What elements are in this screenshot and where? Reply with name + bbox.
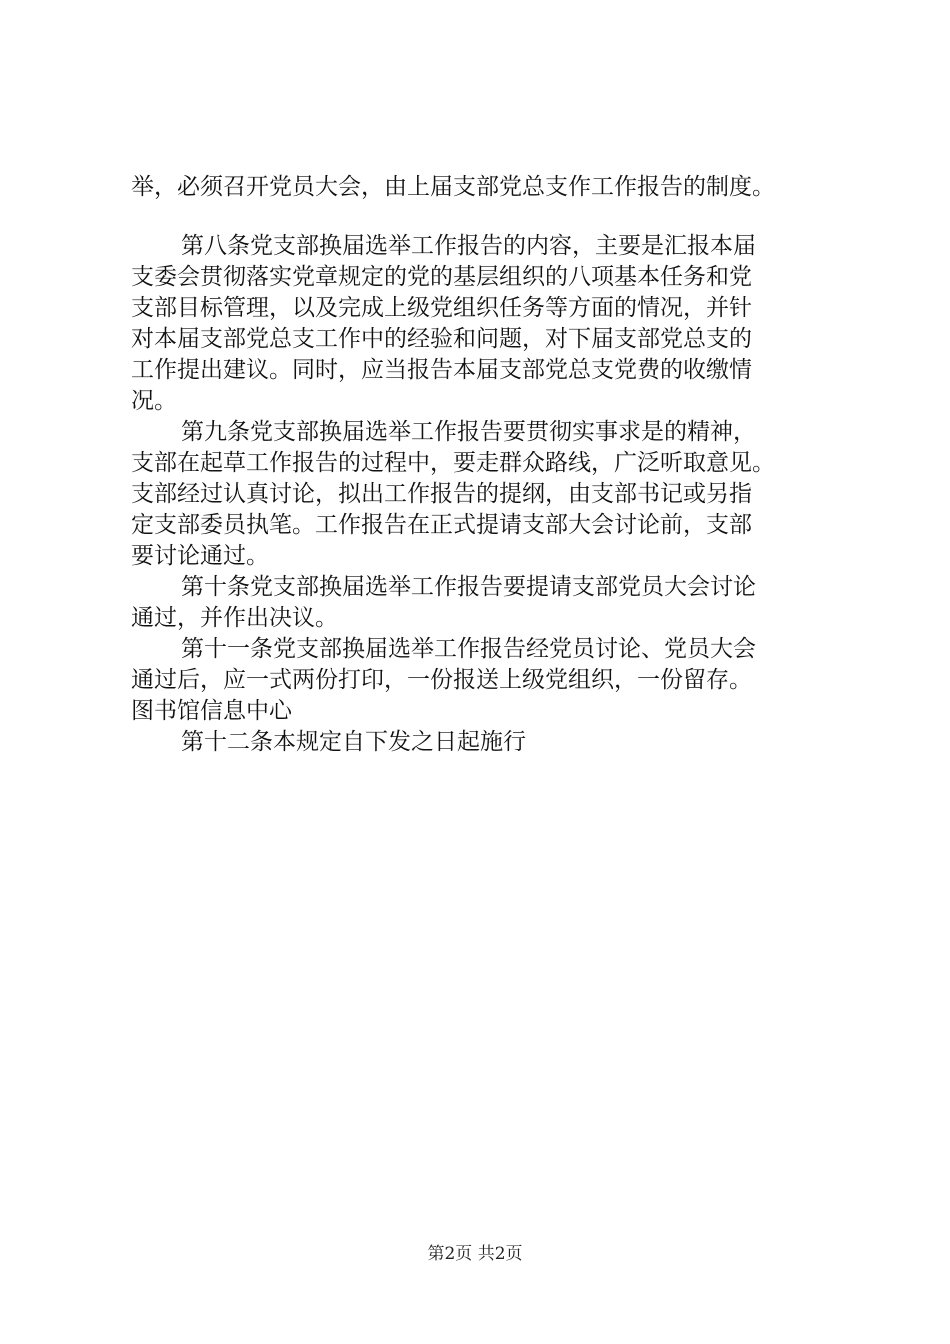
page-number-footer: 第2页 共2页 [427,1244,523,1264]
paragraph-line: 支部在起草工作报告的过程中，要走群众路线，广泛听取意见。 [131,450,775,476]
document-body [131,172,841,758]
paragraph-line: 举，必须召开党员大会，由上届支部党总支作工作报告的制度。 [131,174,775,200]
paragraph-line: 第十二条本规定自下发之日起施行 [181,729,526,755]
paragraph-line: 通过后，应一式两份打印，一份报送上级党组织，一份留存。 [131,667,752,693]
paragraph-line: 定支部委员执笔。工作报告在正式提请支部大会讨论前，支部 [131,512,752,538]
paragraph-line: 要讨论通过。 [131,543,269,569]
paragraph-line: 支部经过认真讨论，拟出工作报告的提纲，由支部书记或另指 [131,481,752,507]
paragraph-line: 对本届支部党总支工作中的经验和问题，对下届支部党总支的 [131,326,752,352]
paragraph-line: 况。 [131,388,177,414]
paragraph-line: 支部目标管理，以及完成上级党组织任务等方面的情况，并针 [131,295,752,321]
paragraph-line: 第十一条党支部换届选举工作报告经党员讨论、党员大会 [181,636,756,662]
paragraph-line: 通过，并作出决议。 [131,605,338,631]
paragraph-line: 第九条党支部换届选举工作报告要贯彻实事求是的精神， [181,419,756,445]
paragraph-line: 支委会贯彻落实党章规定的党的基层组织的八项基本任务和党 [131,264,752,290]
paragraph-line: 图书馆信息中心 [131,698,292,724]
paragraph-line: 第十条党支部换届选举工作报告要提请支部党员大会讨论 [181,574,756,600]
paragraph-line: 第八条党支部换届选举工作报告的内容，主要是汇报本届 [181,233,756,259]
paragraph-line: 工作提出建议。同时，应当报告本届支部党总支党费的收缴情 [131,357,752,383]
